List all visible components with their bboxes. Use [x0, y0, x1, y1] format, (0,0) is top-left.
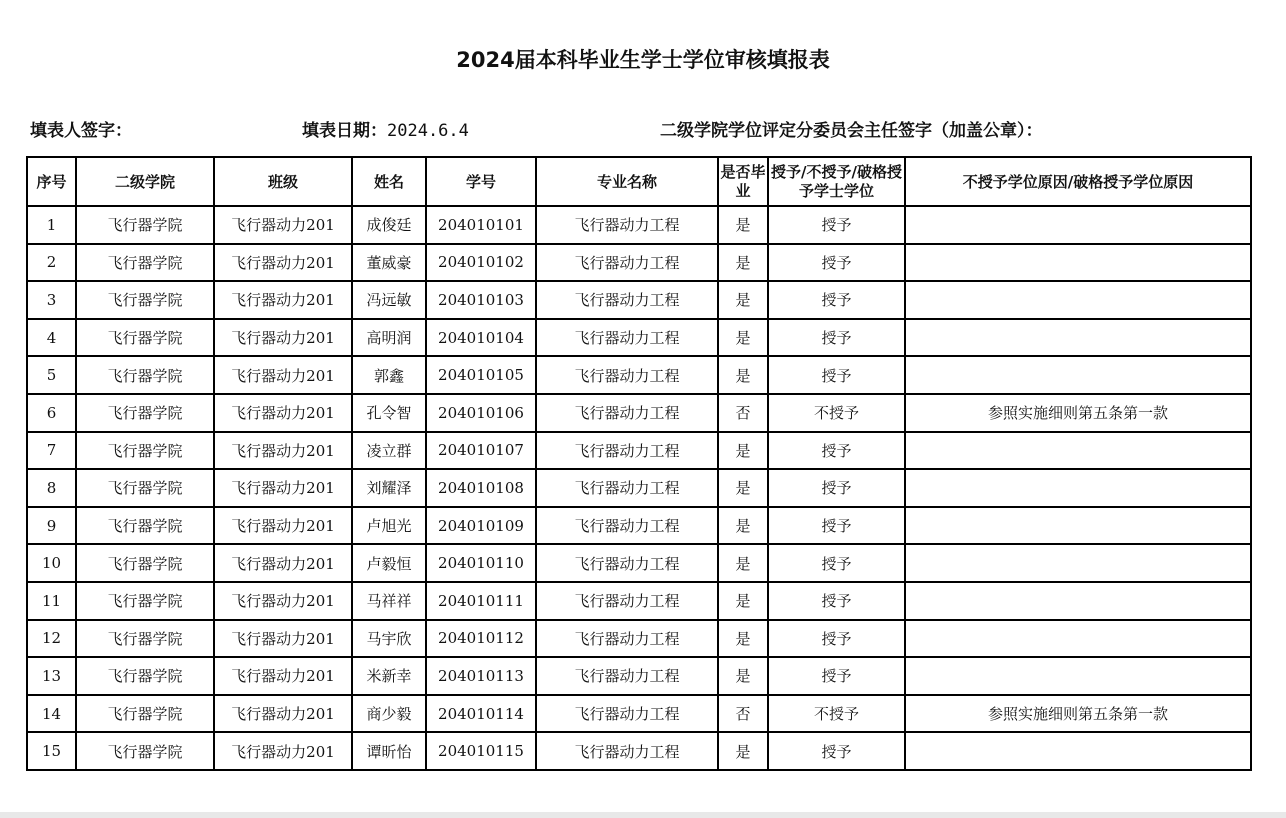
- cell-degree-decision: 授予: [768, 319, 905, 357]
- cell-graduated: 是: [718, 206, 768, 244]
- cell-student-id: 204010107: [426, 432, 536, 470]
- cell-college: 飞行器学院: [76, 582, 214, 620]
- cell-graduated: 是: [718, 281, 768, 319]
- table-body: [27, 206, 1251, 770]
- page-title: 2024届本科毕业生学士学位审核填报表: [456, 48, 830, 72]
- cell-college: 飞行器学院: [76, 319, 214, 357]
- cell-index: 3: [27, 281, 76, 319]
- cell-degree-decision: 授予: [768, 544, 905, 582]
- filler-signature-label: 填表人签字：: [30, 121, 132, 141]
- cell-graduated: 是: [718, 544, 768, 582]
- cell-reason: [905, 732, 1251, 770]
- cell-major: 飞行器动力工程: [536, 244, 718, 282]
- cell-name: 谭昕怡: [352, 732, 426, 770]
- cell-major: 飞行器动力工程: [536, 544, 718, 582]
- table-row: [27, 432, 1251, 470]
- cell-reason: [905, 206, 1251, 244]
- cell-graduated: 否: [718, 695, 768, 733]
- cell-graduated: 是: [718, 319, 768, 357]
- header-college: 二级学院: [76, 157, 214, 206]
- cell-graduated: 是: [718, 582, 768, 620]
- table-row: [27, 582, 1251, 620]
- cell-student-id: 204010108: [426, 469, 536, 507]
- cell-degree-decision: 授予: [768, 244, 905, 282]
- cell-degree-decision: 授予: [768, 356, 905, 394]
- cell-index: 14: [27, 695, 76, 733]
- cell-major: 飞行器动力工程: [536, 356, 718, 394]
- cell-major: 飞行器动力工程: [536, 620, 718, 658]
- cell-degree-decision: 授予: [768, 281, 905, 319]
- cell-reason: [905, 281, 1251, 319]
- header-major: 专业名称: [536, 157, 718, 206]
- cell-student-id: 204010114: [426, 695, 536, 733]
- cell-index: 5: [27, 356, 76, 394]
- cell-class: 飞行器动力201: [214, 356, 352, 394]
- fill-date: [302, 116, 469, 141]
- cell-class: 飞行器动力201: [214, 507, 352, 545]
- cell-name: 成俊廷: [352, 206, 426, 244]
- table-row: [27, 394, 1251, 432]
- cell-reason: 参照实施细则第五条第一款: [905, 394, 1251, 432]
- cell-degree-decision: 授予: [768, 582, 905, 620]
- cell-name: 刘耀泽: [352, 469, 426, 507]
- cell-index: 7: [27, 432, 76, 470]
- cell-name: 高明润: [352, 319, 426, 357]
- cell-student-id: 204010113: [426, 657, 536, 695]
- cell-name: 孔令智: [352, 394, 426, 432]
- cell-college: 飞行器学院: [76, 206, 214, 244]
- cell-degree-decision: 授予: [768, 507, 905, 545]
- cell-major: 飞行器动力工程: [536, 319, 718, 357]
- cell-college: 飞行器学院: [76, 695, 214, 733]
- cell-college: 飞行器学院: [76, 620, 214, 658]
- cell-graduated: 是: [718, 356, 768, 394]
- cell-reason: [905, 356, 1251, 394]
- cell-index: 4: [27, 319, 76, 357]
- cell-student-id: 204010103: [426, 281, 536, 319]
- cell-degree-decision: 授予: [768, 432, 905, 470]
- table-row: [27, 732, 1251, 770]
- cell-degree-decision: 授予: [768, 620, 905, 658]
- fill-date-value: 2024.6.4: [387, 121, 469, 141]
- header-name: 姓名: [352, 157, 426, 206]
- cell-reason: [905, 319, 1251, 357]
- cell-reason: [905, 544, 1251, 582]
- cell-class: 飞行器动力201: [214, 620, 352, 658]
- cell-class: 飞行器动力201: [214, 544, 352, 582]
- committee-chair-signature-label: 二级学院学位评定分委员会主任签字（加盖公章）：: [660, 121, 1043, 141]
- cell-index: 10: [27, 544, 76, 582]
- cell-index: 12: [27, 620, 76, 658]
- cell-student-id: 204010112: [426, 620, 536, 658]
- table-row: [27, 544, 1251, 582]
- cell-name: 米新幸: [352, 657, 426, 695]
- fill-date-label: 填表日期：: [302, 121, 387, 141]
- cell-reason: [905, 620, 1251, 658]
- cell-reason: [905, 469, 1251, 507]
- cell-reason: [905, 244, 1251, 282]
- cell-graduated: 是: [718, 732, 768, 770]
- table-row: [27, 507, 1251, 545]
- cell-degree-decision: 授予: [768, 469, 905, 507]
- table-row: [27, 657, 1251, 695]
- table-row: [27, 695, 1251, 733]
- table-row: [27, 244, 1251, 282]
- cell-student-id: 204010111: [426, 582, 536, 620]
- cell-student-id: 204010106: [426, 394, 536, 432]
- cell-college: 飞行器学院: [76, 281, 214, 319]
- cell-class: 飞行器动力201: [214, 695, 352, 733]
- table-header-row: [27, 157, 1251, 206]
- cell-graduated: 是: [718, 432, 768, 470]
- cell-major: 飞行器动力工程: [536, 281, 718, 319]
- cell-student-id: 204010104: [426, 319, 536, 357]
- header-index: 序号: [27, 157, 76, 206]
- header-reason: 不授予学位原因/破格授予学位原因: [905, 157, 1251, 206]
- cell-graduated: 是: [718, 657, 768, 695]
- cell-class: 飞行器动力201: [214, 206, 352, 244]
- cell-graduated: 否: [718, 394, 768, 432]
- cell-name: 董威豪: [352, 244, 426, 282]
- cell-name: 卢旭光: [352, 507, 426, 545]
- cell-index: 15: [27, 732, 76, 770]
- cell-name: 凌立群: [352, 432, 426, 470]
- cell-college: 飞行器学院: [76, 244, 214, 282]
- cell-name: 冯远敏: [352, 281, 426, 319]
- cell-graduated: 是: [718, 244, 768, 282]
- cell-index: 6: [27, 394, 76, 432]
- cell-student-id: 204010105: [426, 356, 536, 394]
- header-student-id: 学号: [426, 157, 536, 206]
- table-row: [27, 319, 1251, 357]
- cell-class: 飞行器动力201: [214, 281, 352, 319]
- cell-index: 1: [27, 206, 76, 244]
- degree-review-table: [26, 156, 1252, 771]
- cell-reason: [905, 582, 1251, 620]
- cell-student-id: 204010101: [426, 206, 536, 244]
- cell-major: 飞行器动力工程: [536, 582, 718, 620]
- cell-degree-decision: 不授予: [768, 394, 905, 432]
- cell-name: 卢毅恒: [352, 544, 426, 582]
- table-row: [27, 356, 1251, 394]
- cell-major: 飞行器动力工程: [536, 695, 718, 733]
- cell-graduated: 是: [718, 620, 768, 658]
- cell-class: 飞行器动力201: [214, 582, 352, 620]
- table-row: [27, 620, 1251, 658]
- cell-reason: [905, 507, 1251, 545]
- cell-class: 飞行器动力201: [214, 319, 352, 357]
- cell-class: 飞行器动力201: [214, 394, 352, 432]
- cell-college: 飞行器学院: [76, 432, 214, 470]
- cell-college: 飞行器学院: [76, 356, 214, 394]
- cell-major: 飞行器动力工程: [536, 432, 718, 470]
- cell-major: 飞行器动力工程: [536, 732, 718, 770]
- cell-major: 飞行器动力工程: [536, 206, 718, 244]
- cell-college: 飞行器学院: [76, 469, 214, 507]
- cell-name: 郭鑫: [352, 356, 426, 394]
- cell-name: 马宇欣: [352, 620, 426, 658]
- cell-class: 飞行器动力201: [214, 732, 352, 770]
- cell-student-id: 204010109: [426, 507, 536, 545]
- table-row: [27, 206, 1251, 244]
- cell-college: 飞行器学院: [76, 394, 214, 432]
- cell-college: 飞行器学院: [76, 732, 214, 770]
- cell-index: 9: [27, 507, 76, 545]
- cell-student-id: 204010115: [426, 732, 536, 770]
- table-row: [27, 281, 1251, 319]
- cell-index: 8: [27, 469, 76, 507]
- cell-class: 飞行器动力201: [214, 432, 352, 470]
- cell-major: 飞行器动力工程: [536, 507, 718, 545]
- cell-reason: 参照实施细则第五条第一款: [905, 695, 1251, 733]
- cell-student-id: 204010102: [426, 244, 536, 282]
- cell-class: 飞行器动力201: [214, 657, 352, 695]
- bottom-edge: [0, 812, 1286, 818]
- header-class: 班级: [214, 157, 352, 206]
- cell-college: 飞行器学院: [76, 657, 214, 695]
- cell-degree-decision: 授予: [768, 206, 905, 244]
- cell-index: 2: [27, 244, 76, 282]
- cell-college: 飞行器学院: [76, 544, 214, 582]
- header-graduated: 是否毕业: [718, 157, 768, 206]
- cell-name: 马祥祥: [352, 582, 426, 620]
- cell-graduated: 是: [718, 469, 768, 507]
- cell-class: 飞行器动力201: [214, 244, 352, 282]
- table-row: [27, 469, 1251, 507]
- cell-major: 飞行器动力工程: [536, 469, 718, 507]
- cell-reason: [905, 657, 1251, 695]
- cell-index: 11: [27, 582, 76, 620]
- header-degree-decision: 授予/不授予/破格授予学士学位: [768, 157, 905, 206]
- cell-student-id: 204010110: [426, 544, 536, 582]
- cell-degree-decision: 授予: [768, 657, 905, 695]
- cell-major: 飞行器动力工程: [536, 394, 718, 432]
- cell-graduated: 是: [718, 507, 768, 545]
- cell-college: 飞行器学院: [76, 507, 214, 545]
- cell-reason: [905, 432, 1251, 470]
- cell-class: 飞行器动力201: [214, 469, 352, 507]
- cell-degree-decision: 不授予: [768, 695, 905, 733]
- cell-major: 飞行器动力工程: [536, 657, 718, 695]
- cell-index: 13: [27, 657, 76, 695]
- cell-name: 商少毅: [352, 695, 426, 733]
- cell-degree-decision: 授予: [768, 732, 905, 770]
